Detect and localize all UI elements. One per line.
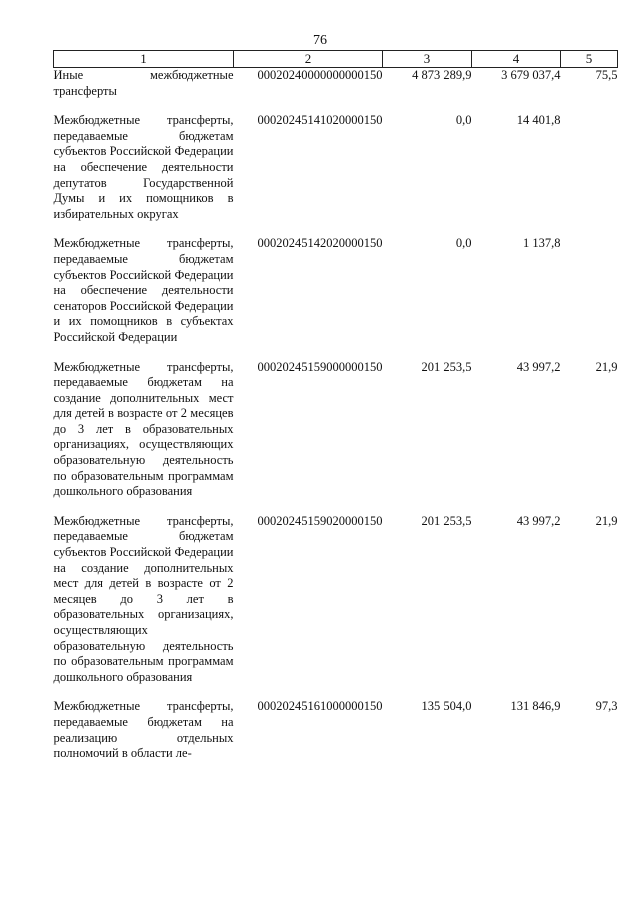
table-header-row bbox=[54, 51, 618, 68]
column-header-5: 5 bbox=[561, 51, 618, 68]
table-row bbox=[54, 113, 618, 222]
row-spacer bbox=[54, 500, 618, 514]
budget-table bbox=[53, 50, 618, 762]
row-value-3: 0,0 bbox=[455, 113, 472, 128]
row-code: 00020245159020000150 bbox=[257, 513, 383, 528]
row-name: Межбюджетные трансферты, передаваемые бюджетам субъектов Российской Федерации на создание дополнительных мест для детей в возрасте от 2 месяцев до 3 лет в образовательных организациях, осуществляющих образовательную деятельность по образовательным программам дошкольного образования bbox=[53, 513, 234, 684]
row-spacer bbox=[54, 346, 618, 360]
row-spacer bbox=[54, 99, 618, 113]
row-value-4: 1 137,8 bbox=[523, 236, 561, 251]
row-code: 00020240000000000150 bbox=[257, 68, 383, 82]
table-row bbox=[54, 236, 618, 345]
row-code: 00020245159000000150 bbox=[257, 359, 383, 374]
column-header-1: 1 bbox=[54, 51, 234, 68]
row-value-4: 43 997,2 bbox=[516, 359, 561, 374]
row-value-3: 0,0 bbox=[455, 236, 472, 251]
row-value-4: 14 401,8 bbox=[516, 113, 561, 128]
row-value-4: 131 846,9 bbox=[510, 699, 561, 714]
row-name: Иные межбюджетные трансферты bbox=[53, 68, 234, 98]
row-spacer bbox=[54, 222, 618, 236]
column-header-3: 3 bbox=[383, 51, 472, 68]
row-value-5 bbox=[561, 236, 618, 345]
row-value-3: 201 253,5 bbox=[421, 359, 472, 374]
table-row bbox=[54, 68, 618, 100]
row-spacer bbox=[54, 685, 618, 699]
row-value-5: 21,9 bbox=[595, 359, 618, 374]
page-number: 76 bbox=[313, 33, 327, 48]
column-header-2: 2 bbox=[234, 51, 383, 68]
table-row bbox=[54, 360, 618, 500]
row-value-3: 135 504,0 bbox=[421, 699, 472, 714]
row-value-5: 97,3 bbox=[595, 699, 618, 714]
row-value-5 bbox=[561, 113, 618, 222]
row-value-3: 4 873 289,9 bbox=[412, 68, 472, 82]
row-code: 00020245141020000150 bbox=[257, 113, 383, 128]
row-name: Межбюджетные трансферты, передаваемые бюджетам субъектов Российской Федерации на обеспечение деятельности депутатов Государственной Думы и их помощников в избирательных округах bbox=[53, 113, 234, 221]
row-value-5: 21,9 bbox=[595, 513, 618, 528]
row-name: Межбюджетные трансферты, передаваемые бюджетам субъектов Российской Федерации на обеспечение деятельности сенаторов Российской Федерации и их помощников в субъектах Российской Федерации bbox=[53, 236, 234, 344]
row-value-4: 43 997,2 bbox=[516, 513, 561, 528]
row-name: Межбюджетные трансферты, передаваемые бюджетам на создание дополнительных мест для детей в возрасте от 2 месяцев до 3 лет в образовательных организациях, осуществляющих образовательную деятельность по образовательным программам дошкольного образования bbox=[53, 359, 234, 499]
row-value-5: 75,5 bbox=[595, 68, 618, 82]
row-code: 00020245161000000150 bbox=[257, 699, 383, 714]
table-row bbox=[54, 699, 618, 761]
column-header-4: 4 bbox=[472, 51, 561, 68]
row-value-3: 201 253,5 bbox=[421, 513, 472, 528]
row-value-4: 3 679 037,4 bbox=[501, 68, 561, 82]
row-code: 00020245142020000150 bbox=[257, 236, 383, 251]
row-name: Межбюджетные трансферты, передаваемые бюджетам на реализацию отдельных полномочий в области ле- bbox=[53, 699, 234, 761]
table-row bbox=[54, 514, 618, 686]
